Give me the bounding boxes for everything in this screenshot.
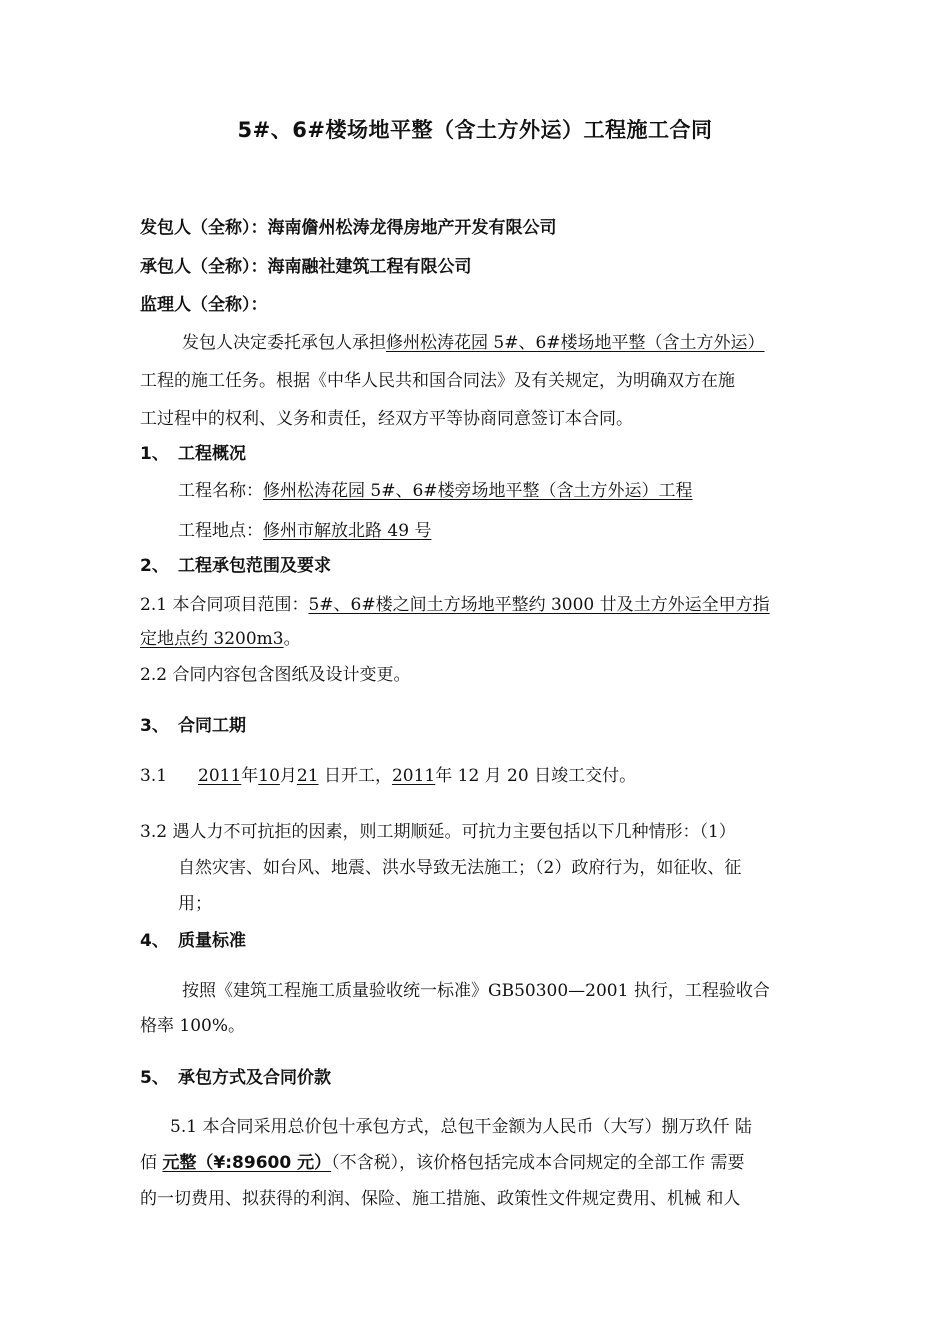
clause-text: 月	[279, 766, 297, 786]
clause-text: 。	[283, 629, 301, 649]
employer-label: 发包人（全称）：	[140, 218, 268, 238]
section-number: 4、	[140, 931, 169, 951]
clause-3-2-line-3: 用；	[178, 894, 212, 914]
clause-text: 日开工，	[318, 766, 392, 786]
project-name-underlined: 修州松涛花园 5#、6#楼场地平整（含土方外运）	[386, 333, 765, 353]
project-name-value: 修州松涛花园 5#、6#楼旁场地平整（含土方外运）工程	[263, 481, 693, 501]
section-title: 承包方式及合同价款	[178, 1068, 331, 1088]
section-number: 2、	[140, 556, 169, 576]
section-5-heading	[140, 1066, 331, 1090]
clause-number: 3.1	[140, 766, 168, 786]
intro-line-2: 工程的施工任务。根据《中华人民共和国合同法》及有关规定，为明确双方在施	[140, 371, 735, 391]
end-year: 2011	[391, 766, 436, 786]
clause-text: 年 12 月 20 日竣工交付。	[435, 766, 637, 786]
clause-3-2-line-1: 3.2 遇人力不可抗拒的因素，则工期顺延。可抗力主要包括以下几种情形：（1）	[140, 822, 736, 842]
section-2-heading	[140, 554, 331, 578]
clause-2-2: 2.2 合同内容包含图纸及设计变更。	[140, 665, 411, 685]
section-number: 1、	[140, 444, 169, 464]
clause-text: 佰	[140, 1153, 163, 1173]
clause-5-1-line-2	[140, 1151, 745, 1175]
project-site-value: 修州市解放北路 49 号	[263, 521, 432, 541]
section-number: 5、	[140, 1068, 169, 1088]
contractor-line	[140, 255, 472, 279]
clause-5-1-line-1: 5.1 本合同采用总价包十承包方式，总包干金额为人民币（大写）捌万玖仟 陆	[170, 1117, 752, 1137]
employer-line	[140, 216, 557, 240]
quality-line-2: 格率 100%。	[140, 1016, 246, 1036]
start-month: 10	[258, 766, 280, 786]
clause-2-1-line-1	[140, 593, 770, 617]
quality-line-1: 按照《建筑工程施工质量验收统一标准》GB50300—2001 执行，工程验收合	[182, 981, 770, 1001]
section-title: 工程概况	[178, 444, 246, 464]
project-name-label: 工程名称：	[178, 481, 263, 501]
start-year: 2011	[198, 766, 242, 786]
section-3-heading	[140, 714, 246, 738]
section-title: 合同工期	[178, 716, 246, 736]
clause-text: 2.1 本合同项目范围：	[140, 595, 309, 615]
section-1-heading	[140, 442, 246, 466]
project-site-line	[178, 519, 431, 543]
intro-line-1	[182, 331, 765, 355]
clause-3-1	[140, 764, 636, 788]
section-number: 3、	[140, 716, 169, 736]
contractor-label: 承包人（全称）：	[140, 257, 268, 277]
clause-5-1-line-3: 的一切费用、拟获得的利润、保险、施工措施、政策性文件规定费用、机械 和人	[140, 1189, 741, 1209]
contractor-name: 海南融社建筑工程有限公司	[267, 257, 472, 277]
scope-underlined-cont: 定地点约 3200m3	[140, 629, 284, 649]
project-name-line	[178, 479, 693, 503]
intro-line-3: 工过程中的权利、义务和责任，经双方平等协商同意签订本合同。	[140, 409, 633, 429]
supervisor-label: 监理人（全称）：	[140, 295, 268, 315]
clause-text: 年	[241, 766, 259, 786]
supervisor-line	[140, 293, 268, 317]
scope-underlined: 5#、6#楼之间土方场地平整约 3000 廿及土方外运全甲方指	[308, 595, 770, 615]
intro-text: 发包人决定委托承包人承担	[182, 333, 386, 353]
document-title: 5#、6#楼场地平整（含土方外运）工程施工合同	[237, 118, 713, 142]
project-site-label: 工程地点：	[178, 521, 263, 541]
section-4-heading	[140, 929, 246, 953]
clause-text: （不含税），该价格包括完成本合同规定的全部工作 需要	[331, 1153, 745, 1173]
section-title: 质量标准	[178, 931, 246, 951]
employer-name: 海南儋州松涛龙得房地产开发有限公司	[267, 218, 557, 238]
clause-2-1-line-2	[140, 627, 301, 651]
contract-amount: 元整（¥:89600 元）	[162, 1153, 332, 1173]
section-title: 工程承包范围及要求	[178, 556, 331, 576]
start-day: 21	[296, 766, 319, 786]
clause-3-2-line-2: 自然灾害、如台风、地震、洪水导致无法施工；（2）政府行为，如征收、征	[178, 858, 742, 878]
